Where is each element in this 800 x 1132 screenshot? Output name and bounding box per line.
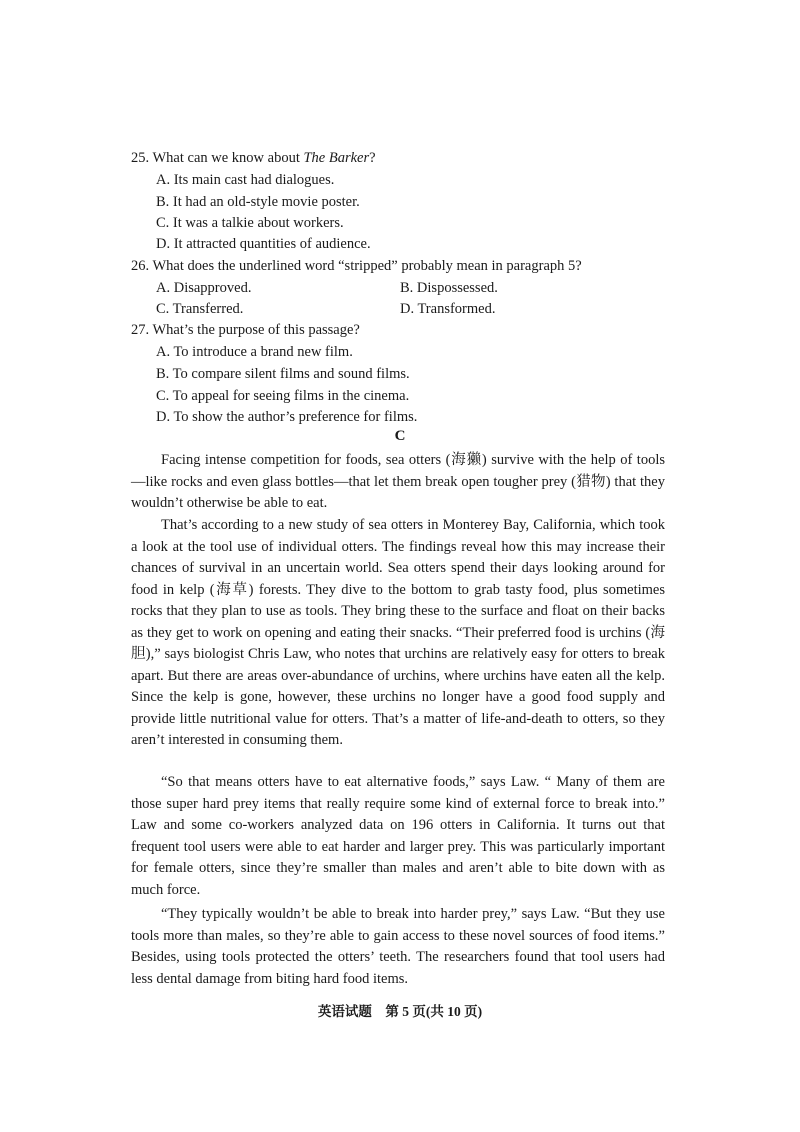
question-26-option-b: B. Dispossessed. (400, 280, 498, 296)
question-26-option-d: D. Transformed. (400, 301, 496, 317)
question-27-option-c: C. To appeal for seeing films in the cinema. (156, 388, 410, 404)
passage-paragraph-1: Facing intense competition for foods, sea otters (海獭) survive with the help of tools—like rocks and even glass bottles—that let them break open tougher prey (猎物) that they wouldn’t otherwise be able to eat. (131, 452, 665, 511)
passage-paragraph-2: That’s according to a new study of sea otters in Monterey Bay, California, which took a look at the tool use of individual otters. The findings reveal how this may increase their chances of survival in an uncertain world. Sea otters spend their days looking around for food in kelp (海草) forests. They dive to the bottom to grab tasty food, plus sometimes rocks that they plan to use as tools. They bring these to the surface and float on their backs as they get to work on opening and eating their snacks. “Their preferred food is urchins (海胆),” says biologist Chris Law, who notes that urchins are relatively easy for otters to break apart. But there are areas over-abundance of urchins, where urchins have eaten all the kelp. Since the kelp is gone, however, these urchins no longer have a good food supply and provide little nutritional value for otters. That’s a matter of life-and-death to otters, so they aren’t interested in consuming them. (131, 517, 665, 748)
question-25-stem-prefix: 25. What can we know about (131, 150, 304, 166)
question-26-option-c: C. Transferred. (156, 301, 244, 317)
question-26-stem: 26. What does the underlined word “stripped” probably mean in paragraph 5? (131, 258, 582, 274)
question-25-option-a: A. Its main cast had dialogues. (156, 172, 335, 188)
passage-paragraph-3: “So that means otters have to eat alternative foods,” says Law. “ Many of them are those super hard prey items that really require some kind of external force to break into.” Law and some co-workers analyzed data on 196 otters in California. It turns out that frequent tool users were able to eat harder and larger prey. This was particularly important for female otters, since they’re smaller than males and aren’t able to bite down with as much force. (131, 774, 665, 898)
question-27-option-a: A. To introduce a brand new film. (156, 344, 353, 360)
question-25-stem (131, 148, 376, 168)
page-footer: 英语试题 第 5 页(共 10 页) (317, 1004, 483, 1019)
film-title: The Barker (303, 150, 370, 166)
passage-paragraph-4: “They typically wouldn’t be able to break into harder prey,” says Law. “But they use tools more than males, so they’re able to gain access to these novel sources of food items.” Besides, using tools protected the otters’ teeth. The researchers found that tool users had less dental damage from biting hard food items. (131, 906, 665, 987)
question-27-option-b: B. To compare silent films and sound films. (156, 366, 410, 382)
question-27-option-d: D. To show the author’s preference for films. (156, 409, 418, 425)
question-25-option-b: B. It had an old-style movie poster. (156, 194, 360, 210)
question-26-option-a: A. Disapproved. (156, 280, 252, 296)
question-25-option-c: C. It was a talkie about workers. (156, 215, 344, 231)
question-25-stem-suffix: ? (369, 150, 376, 166)
question-25-option-d: D. It attracted quantities of audience. (156, 236, 371, 252)
question-27-stem: 27. What’s the purpose of this passage? (131, 322, 360, 338)
section-heading: C (394, 428, 406, 444)
